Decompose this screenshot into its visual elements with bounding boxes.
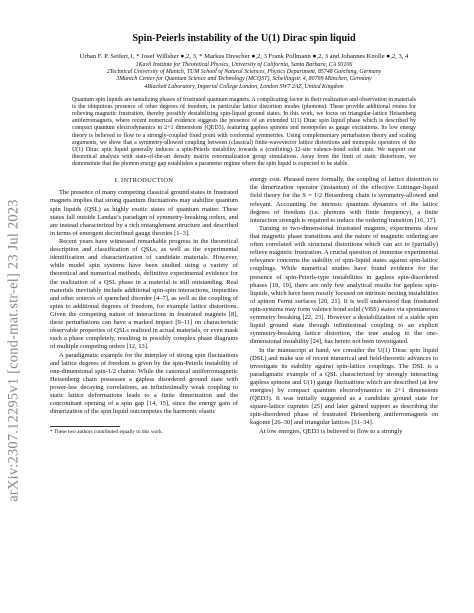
footnote-divider xyxy=(50,426,120,427)
paper-title: Spin-Peierls instability of the U(1) Dirac spin liquid xyxy=(132,33,356,44)
affiliation-list xyxy=(50,62,438,91)
author-list: Urban F. P. Seifert,1, * Josef Willsher ●,2, 3, * Markus Drescher ●,2, 3 Frank Pollmann ●,2, 3 and Johannes Knolle ●,2, 3, 4 xyxy=(79,53,409,60)
affiliation-2: 2Technical University of Munich, TUM School of Natural Sciences, Physics Department, 85748 Garching, Germany xyxy=(106,69,382,76)
body-paragraph: In the manuscript at hand, we consider the U(1) Dirac spin liquid (DSL) and make use of recent numerical and field-theoretic advances to investigate its stability against spin-lattice couplings. The DSL is a paradigmatic example of a QSL characterized by strongly interacting gapless spinons and U(1) gauge fluctuations which are described (at low energies) by compact quantum electrodynamics in 2+1 dimensions (QED3). It was initially suggested as a candidate ground state for square-lattice cuprates [25] and later gained support as describing the spin-disordered phase of frustrated Heisenberg antiferromagnets on kagome [26–30] and triangular lattices [31–34]. xyxy=(250,346,438,426)
body-paragraph: At low energies, QED3 is believed to flow to a strongly xyxy=(259,427,403,435)
body-paragraph: Recent years have witnessed remarkable progress in the theoretical description and classification of QSLs, as well as the experimental identification and characterization of candidate materials. However, while model spin systems have been studied using a variety of theoretical and numerical methods, definitive experimental evidence for the realization of a QSL phase in a material is still outstanding. Real materials inevitably include additional spin-spin interactions, impurities and other sources of quenched disorder [4–7], as well as the coupling of spins to additional degrees of freedom, for example lattice distortions. Given the competing nature of interactions in frustrated magnets [8], these perturbations can have a marked impact [9–11] on characteristic observable properties of QSLs realized in actual materials, or even mask such a phase completely, resulting in possibly complex phase diagrams of multiple competing orders [12, 13]. xyxy=(50,238,238,350)
body-paragraph: Turning to two-dimensional frustrated magnets, experiments show that magnetic phase transitions and the nature of magnetic ordering are often correlated with structural distortions which can act to (partially) relieve magnetic frustration. A crucial question of immense experimental relevance concerns the stability of spin-liquid states against spin-lattice couplings. While numerical studies have found evidence for the presence of spin-Peierls-type instabilities in gapless spin-disordered phases [18, 19], there are only few analytical results for gapless spin-liquids, which have been mostly focused on intrinsic nesting instabilities of spinon Fermi surfaces [20, 21]. It is well understood that frustrated spin-systems may form valence bond solid (VBS) states via spontaneous symmetry breaking [22, 23]. However a destabilization of a stable spin liquid ground state through infinitesimal coupling to an explicit symmetry-breaking lattice distortion, the true analog to the one-dimensional instability [24], has hereto not been investigated. xyxy=(250,225,438,345)
affiliation-1: 1Kavli Institute for Theoretical Physics, University of California, Santa Barbara, CA 93106 xyxy=(135,62,353,68)
arxiv-identifier-stamp xyxy=(3,150,25,550)
left-column xyxy=(50,176,238,436)
footnote: * These two authors contributed equally to this work. xyxy=(50,428,164,435)
arxiv-identifier-text: arXiv:2307.12295v1 [cond-mat.str-el] 23 Jul 2023 xyxy=(5,198,22,502)
affiliation-4: 4Blackett Laboratory, Imperial College London, London SW7 2AZ, United Kingdom xyxy=(144,83,344,90)
body-paragraph: The presence of many competing classical ground states in frustrated magnets implies that strong quantum fluctuations may stabilize quantum spin liquids (QSL) as highly exotic states of quantum matter. These states fall outside Landau’s paradigm of symmetry-breaking orders, and are instead characterized by a rich entanglement structure and described in terms of emergent deconfined gauge theories [1–3]. xyxy=(50,189,238,237)
right-column xyxy=(250,176,438,436)
section-heading-introduction: I. INTRODUCTION xyxy=(114,177,174,185)
paper-page xyxy=(50,33,438,436)
body-paragraph: energy cost. Phrased more formally, the coupling of lattice distortion to the dimerization operator (instanton) of the effective Luttinger-liquid field theory for the S = 1/2 Heisenberg chain is symmetry-allowed and relevant. Accounting for intrinsic quantum dynamics of the lattice degrees of freedom (i.e. phonons with finite frequency), a finite interaction strength is required to induce the ordering transition [16, 17]. xyxy=(250,176,438,224)
affiliation-3: 3Munich Center for Quantum Science and Technology (MCQST), Schellingstr. 4, 80799 München, Germany xyxy=(116,76,372,83)
abstract: Quantum spin liquids are tantalizing phases of frustrated quantum magnets. A complicating factor in their realization and observation in materials is the ubiquitous presence of other degrees of freedom, in particular lattice distortion modes (phonons). These provide additional routes for relieving magnetic frustration, thereby possibly destabilizing spin-liquid ground states. In this work, we focus on triangular-lattice Heisenberg antiferromagnets, where recent numerical evidence suggests the presence of an extended U(1) Dirac spin liquid phase which is described by compact quantum electrodynamics in 2+1 dimensions (QED3), featuring gapless spinons and monopoles as gauge excitations. Its low energy theory is believed to flow to a strongly-coupled fixed point with conformal symmetries. Using complementary perturbation theory and scaling arguments, we show that a symmetry-allowed coupling between (classical) finite-wavevector lattice distortions and monopole operators of the U(1) Dirac spin liquid generally induces a spin-Peierls instability towards a (confining) 12-site valence-bond solid state. We support our theoretical analysis with state-of-the-art density matrix renormalization group simulations. Away from the limit of static distortions, we demonstrate that the phonon energy gap establishes a parameter regime where the spin liquid is expected to be stable. xyxy=(72,96,416,168)
body-paragraph: A paradigmatic example for the interplay of strong spin fluctuations and lattice degrees of freedom is given by the spin-Peierls instability of one-dimensional spin-1/2 chains: While the canonical antiferromagnetic Heisenberg chain possesses a gapless disordered ground state with power-law decaying correlations, an infinitesimally weak coupling to static lattice deformations leads to a finite dimerization and the concomitant opening of a spin gap [14, 15], since the energy gain of dimerization of the spin liquid outcompetes the harmonic elastic xyxy=(50,351,238,415)
body-columns xyxy=(50,176,438,436)
